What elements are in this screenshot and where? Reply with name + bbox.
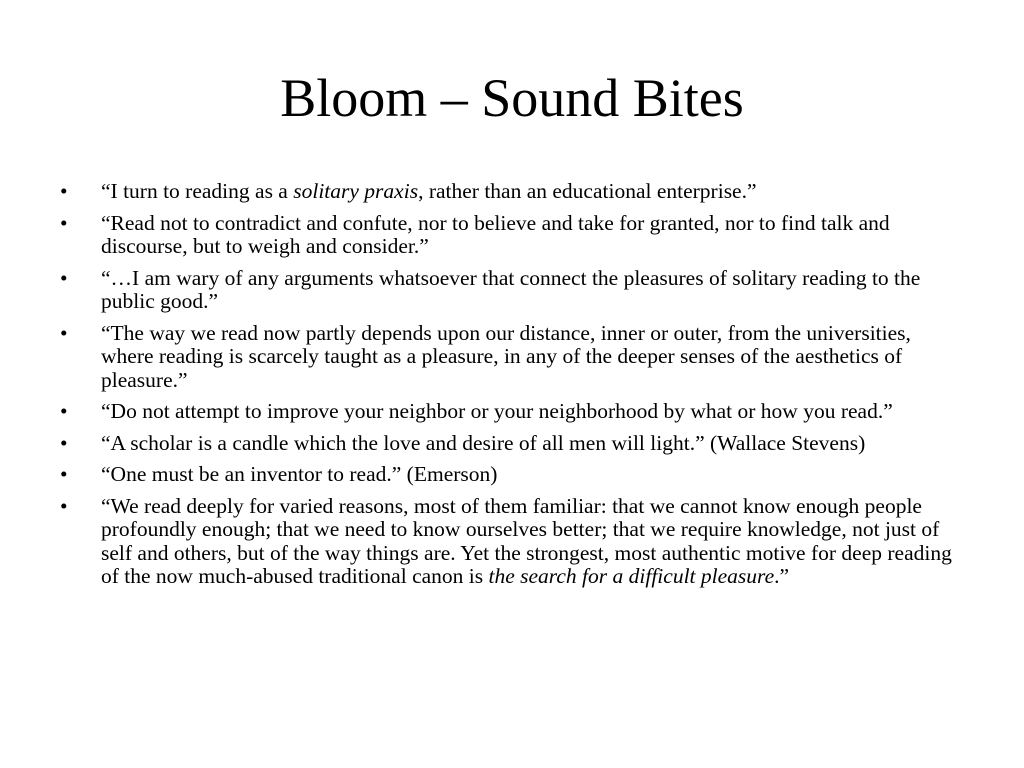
bullet-text-part: , rather than an educational enterprise.”: [418, 179, 757, 203]
bullet-icon: •: [60, 430, 68, 455]
bullet-icon: •: [60, 265, 68, 290]
bullet-icon: •: [60, 320, 68, 345]
bullet-italic-text: solitary praxis: [293, 179, 419, 203]
slide-title: Bloom – Sound Bites: [280, 68, 744, 128]
bullet-item-8: [60, 495, 960, 589]
bullet-item-5: [60, 400, 960, 424]
bullet-item-1: [60, 180, 960, 204]
bullet-list: [60, 180, 960, 597]
bullet-icon: •: [60, 493, 68, 518]
bullet-text: “Do not attempt to improve your neighbor or your neighborhood by what or how you read.”: [101, 399, 893, 423]
bullet-text: “…I am wary of any arguments whatsoever that connect the pleasures of solitary reading to the public good.”: [101, 265, 921, 313]
bullet-icon: •: [60, 462, 68, 486]
bullet-text-part: “I turn to reading as a: [101, 179, 294, 203]
bullet-text: “A scholar is a candle which the love and desire of all men will light.” (Wallace Stevens): [101, 430, 866, 455]
bullet-icon: •: [60, 179, 68, 203]
bullet-text-part: “We read deeply for varied reasons, most of them familiar: that we cannot know enough people profoundly enough; that we need to know ourselves better; that we require knowledge, not just of self and others, but of the way things are. Yet the strongest, most authentic motive for deep reading of the now much-abused traditional canon is: [101, 493, 952, 588]
bullet-icon: •: [60, 210, 68, 235]
bullet-text: “The way we read now partly depends upon our distance, inner or outer, from the universities, where reading is scarcely taught as a pleasure, in any of the deeper senses of the aesthetics of pleasure.”: [101, 320, 911, 392]
bullet-item-7: [60, 463, 960, 487]
bullet-italic-text: the search for a difficult pleasure: [488, 564, 775, 588]
bullet-text: “One must be an inventor to read.” (Emerson): [101, 462, 498, 486]
bullet-text-part: .”: [774, 564, 790, 588]
bullet-text: “Read not to contradict and confute, nor to believe and take for granted, nor to find talk and discourse, but to weigh and consider.”: [101, 210, 890, 258]
bullet-icon: •: [60, 399, 68, 423]
bullet-item-3: [60, 267, 960, 314]
bullet-item-6: [60, 432, 960, 456]
bullet-item-4: [60, 322, 960, 393]
bullet-item-2: [60, 212, 960, 259]
